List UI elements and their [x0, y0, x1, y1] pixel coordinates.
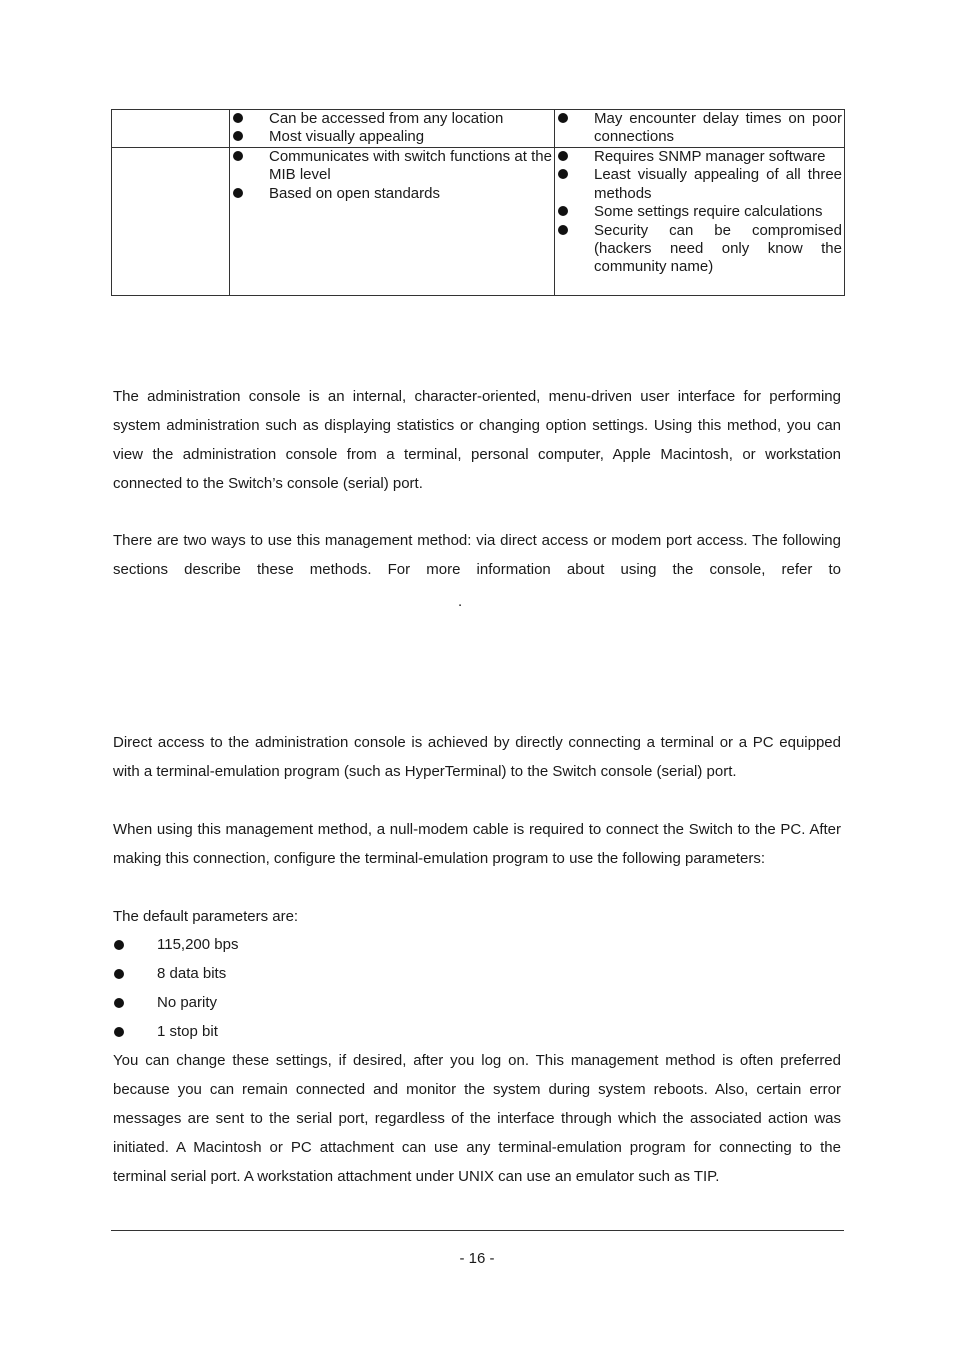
bullet-icon [114, 1027, 124, 1037]
bullet-icon [558, 206, 568, 216]
parameter-list [113, 930, 238, 1046]
bullet-icon [233, 113, 243, 123]
bullet-icon [233, 188, 243, 198]
disadvantages-cell [555, 148, 845, 296]
table-row [112, 110, 845, 148]
bullet-icon [558, 151, 568, 161]
list-item: No parity [113, 988, 238, 1017]
advantages-cell [230, 110, 555, 148]
access-methods-paragraph: There are two ways to use this management method: via direct access or modem port access. The following sections describe these methods. For more information about using the console, refer to [113, 532, 841, 578]
bullet-icon [558, 225, 568, 235]
bullet-icon [233, 151, 243, 161]
advantages-cell [230, 148, 555, 296]
list-item: Can be accessed from any location [230, 110, 554, 128]
bullet-icon [558, 113, 568, 123]
comparison-table [111, 109, 845, 296]
method-label-cell [112, 110, 230, 148]
footer-divider [111, 1230, 844, 1231]
list-item: Least visually appealing of all three methods [555, 166, 844, 203]
direct-access-paragraph: Direct access to the administration console is achieved by directly connecting a terminal or a PC equipped with a terminal-emulation program (such as HyperTerminal) to the Switch console (serial) port. [113, 734, 841, 780]
bullet-icon [558, 169, 568, 179]
list-item: Some settings require calculations [555, 203, 844, 221]
list-item: Security can be compromised (hackers need only know the community name) [555, 222, 844, 277]
list-item: Based on open standards [230, 185, 554, 203]
bullet-icon [114, 998, 124, 1008]
list-item: Requires SNMP manager software [555, 148, 844, 166]
list-item: 1 stop bit [113, 1017, 238, 1046]
disadvantages-cell [555, 110, 845, 148]
settings-change-paragraph: You can change these settings, if desired, after you log on. This management method is often preferred because you can remain connected and monitor the system during system reboots. Also, certain error messages are sent to the serial port, regardless of the interface through which the associated action was initiated. A Macintosh or PC attachment can use any terminal-emulation program for connecting to the terminal serial port. A workstation attachment under UNIX can use an emulator such as TIP. [113, 1052, 841, 1185]
list-item: May encounter delay times on poor connections [555, 110, 844, 147]
bullet-icon [114, 969, 124, 979]
bullet-icon [233, 131, 243, 141]
list-item: 8 data bits [113, 959, 238, 988]
table-row [112, 148, 845, 296]
reference-trailing-period: . [458, 593, 463, 610]
list-item: Communicates with switch functions at the MIB level [230, 148, 554, 185]
page-number: - 16 - [459, 1250, 495, 1267]
method-label-cell [112, 148, 230, 296]
bullet-icon [114, 940, 124, 950]
default-parameters-heading: The default parameters are: [113, 908, 299, 925]
list-item: Most visually appealing [230, 128, 554, 146]
list-item: 115,200 bps [113, 930, 238, 959]
null-modem-paragraph: When using this management method, a null-modem cable is required to connect the Switch to the PC. After making this connection, configure the terminal-emulation program to use the following parameters: [113, 821, 841, 867]
console-intro-paragraph: The administration console is an internal, character-oriented, menu-driven user interface for performing system administration such as displaying statistics or changing option settings. Using this method, you can view the administration console from a terminal, personal computer, Apple Macintosh, or workstation connected to the Switch’s console (serial) port. [113, 388, 841, 492]
